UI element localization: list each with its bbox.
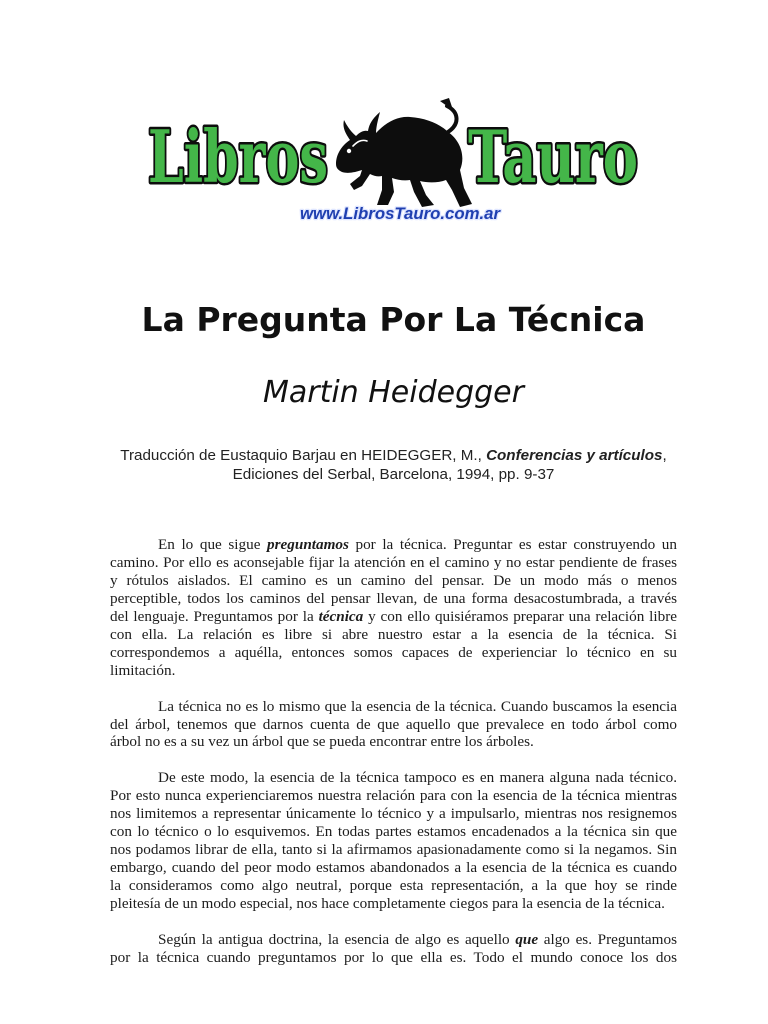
text-run: Según la antigua doctrina, la esencia de algo es aquello [158, 930, 516, 948]
translation-note [110, 446, 677, 484]
text-line: limitación. [110, 661, 176, 679]
text-line: nos podamos librar de ella, tanto si la afirmamos apasionadamente como si la negamos. Sin [110, 841, 677, 859]
emphasis: que [515, 930, 539, 948]
paragraph [110, 698, 677, 752]
bull-icon [336, 98, 472, 207]
text-line [110, 931, 677, 949]
bull-eye [347, 149, 351, 153]
text-line: perceptible, todos los caminos del pensar llevan, de una forma desacostumbrada, a través [110, 589, 677, 607]
text-line: por la técnica cuando preguntamos por lo que ella es. Todo el mundo conoce los dos [110, 948, 677, 966]
bull-silhouette [336, 112, 472, 207]
emphasis: preguntamos [267, 536, 349, 553]
text-line [110, 536, 677, 554]
text-line: árbol no es a su vez un árbol que se pueda encontrar entre los árboles. [110, 733, 534, 751]
text-line: del árbol, tenemos que darnos cuenta de que aquello que prevalece en todo árbol como [110, 715, 677, 733]
emphasis: técnica [318, 607, 364, 625]
text-line: correspondemos a aquélla, entonces somos capaces de experienciar lo técnico en su [110, 643, 677, 661]
document-author: Martin Heidegger [263, 375, 524, 410]
publisher-line: Ediciones del Serbal, Barcelona, 1994, pp. 9-37 [232, 466, 555, 483]
translation-line [110, 446, 677, 465]
bull-tail [447, 106, 457, 132]
text-run: algo es. Preguntamos [538, 930, 677, 948]
logo-brand-right: Tauro [468, 114, 638, 199]
text-line: pleitesía de un modo especial, nos hace completamente ciegos para la esencia de la técnica. [110, 895, 665, 913]
logo-brand-left: Libros [148, 114, 328, 199]
text-line: De este modo, la esencia de la técnica tampoco es en manera alguna nada técnico. [158, 769, 677, 787]
book-title: Conferencias y artículos [486, 447, 663, 464]
text-line: embargo, cuando del peor modo estamos abandonados a la esencia de la técnica es cuando [110, 859, 677, 877]
text-line: y rótulos aislados. El camino es un camino del pensar. De un modo más o menos [110, 571, 677, 589]
document-title: La Pregunta Por La Técnica [141, 300, 646, 339]
text-line: La técnica no es lo mismo que la esencia de la técnica. Cuando buscamos la esencia [158, 697, 677, 715]
text-line: Por esto nunca experienciaremos nuestra relación para con la esencia de la técnica mientras [110, 787, 677, 805]
text-line: camino. Por ello es aconsejable fijar la atención en el camino y no estar pendiente de frases [110, 553, 677, 571]
text-run: del lenguaje. Preguntamos por la [110, 607, 319, 625]
text-run: por la técnica. Preguntar es estar construyendo un [348, 536, 677, 553]
text-run: En lo que sigue [158, 536, 268, 553]
text-line: con lo técnico o lo esquivemos. En todas partes estamos encadenados a la técnica sin que [110, 823, 677, 841]
logo-website-url: www.LibrosTauro.com.ar [300, 204, 502, 223]
text-line: con ella. La relación es libre si abre nuestro estar a la esencia de la técnica. Si [110, 625, 677, 643]
paragraph [110, 536, 677, 680]
site-logo [140, 100, 650, 228]
translation-prefix: Traducción de Eustaquio Barjau en HEIDEGGER, M., [120, 447, 487, 464]
text-line [110, 608, 677, 626]
text-run: y con ello quisiéramos preparar una relación libre [363, 607, 677, 625]
body-text [110, 536, 677, 985]
text-line: nos limitemos a representar únicamente lo técnico y a impulsarlo, mientras nos resignemos [110, 805, 677, 823]
paragraph [110, 931, 677, 967]
text-line: la consideramos como algo neutral, porque esta representación, a la que hoy se rinde [110, 877, 677, 895]
paragraph [110, 769, 677, 913]
translation-suffix: , [662, 447, 667, 464]
